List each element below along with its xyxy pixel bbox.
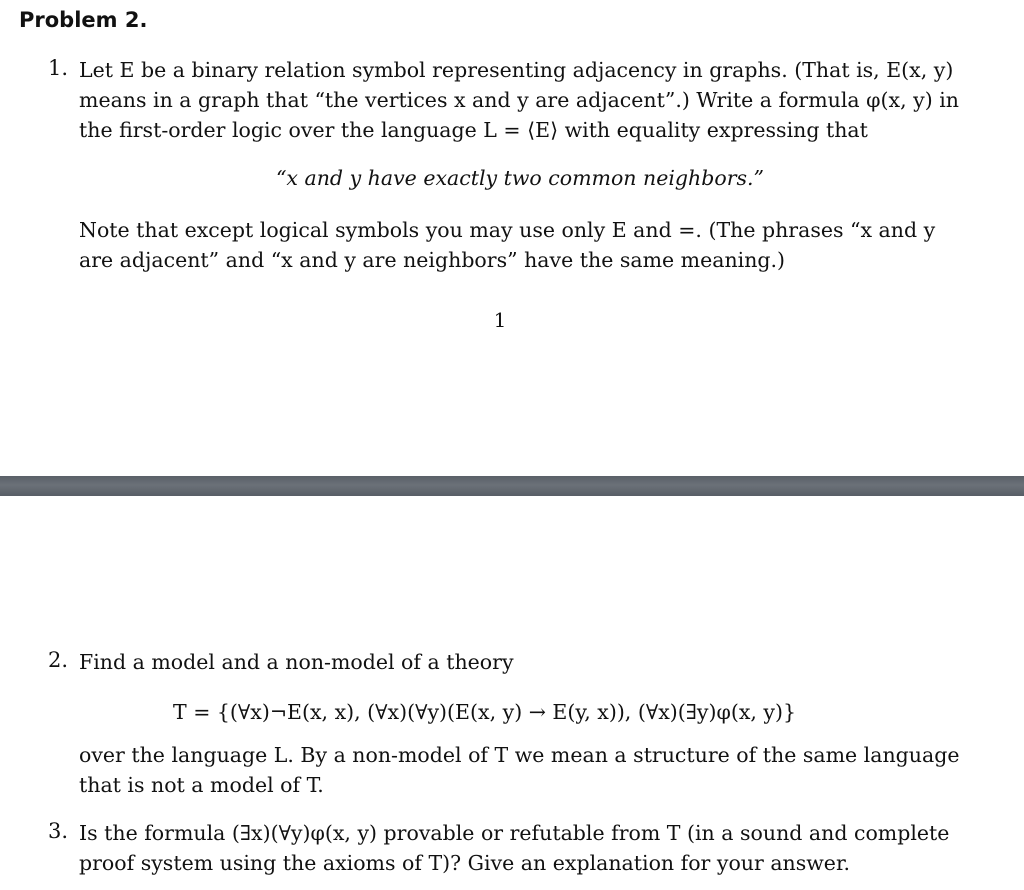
q2-line-2: that is not a model of T. [79, 773, 324, 797]
page-number: 1 [493, 308, 507, 332]
q2-formula: T = {(∀x)¬E(x, x), (∀x)(∀y)(E(x, y) → E(y, x)), (∀x)(∃y)φ(x, y)} [173, 700, 797, 724]
q3-line-2: proof system using the axioms of T)? Give an explanation for your answer. [79, 851, 851, 875]
q2-line-1: over the language L. By a non-model of T we mean a structure of the same language [79, 743, 960, 767]
problem-heading: Problem 2. [19, 8, 148, 32]
q3-line-1: Is the formula (∃x)(∀y)φ(x, y) provable or refutable from T (in a sound and complete [79, 821, 950, 845]
q1-line-3: the first-order logic over the language L = ⟨E⟩ with equality expressing that [79, 118, 868, 142]
q2-intro: Find a model and a non-model of a theory [79, 650, 514, 674]
q1-quote: “x and y have exactly two common neighbors.” [275, 166, 765, 190]
q1-line-1: Let E be a binary relation symbol representing adjacency in graphs. (That is, E(x, y) [79, 58, 954, 82]
q1-line-2: means in a graph that “the vertices x and y are adjacent”.) Write a formula φ(x, y) in [79, 88, 959, 112]
q1-note-line-1: Note that except logical symbols you may use only E and =. (The phrases “x and y [79, 218, 936, 242]
page-2 [0, 496, 1024, 890]
q1-number: 1. [48, 56, 69, 80]
page-separator [0, 476, 1024, 496]
q3-number: 3. [48, 819, 69, 843]
q2-number: 2. [48, 648, 69, 672]
q1-note-line-2: are adjacent” and “x and y are neighbors” have the same meaning.) [79, 248, 786, 272]
